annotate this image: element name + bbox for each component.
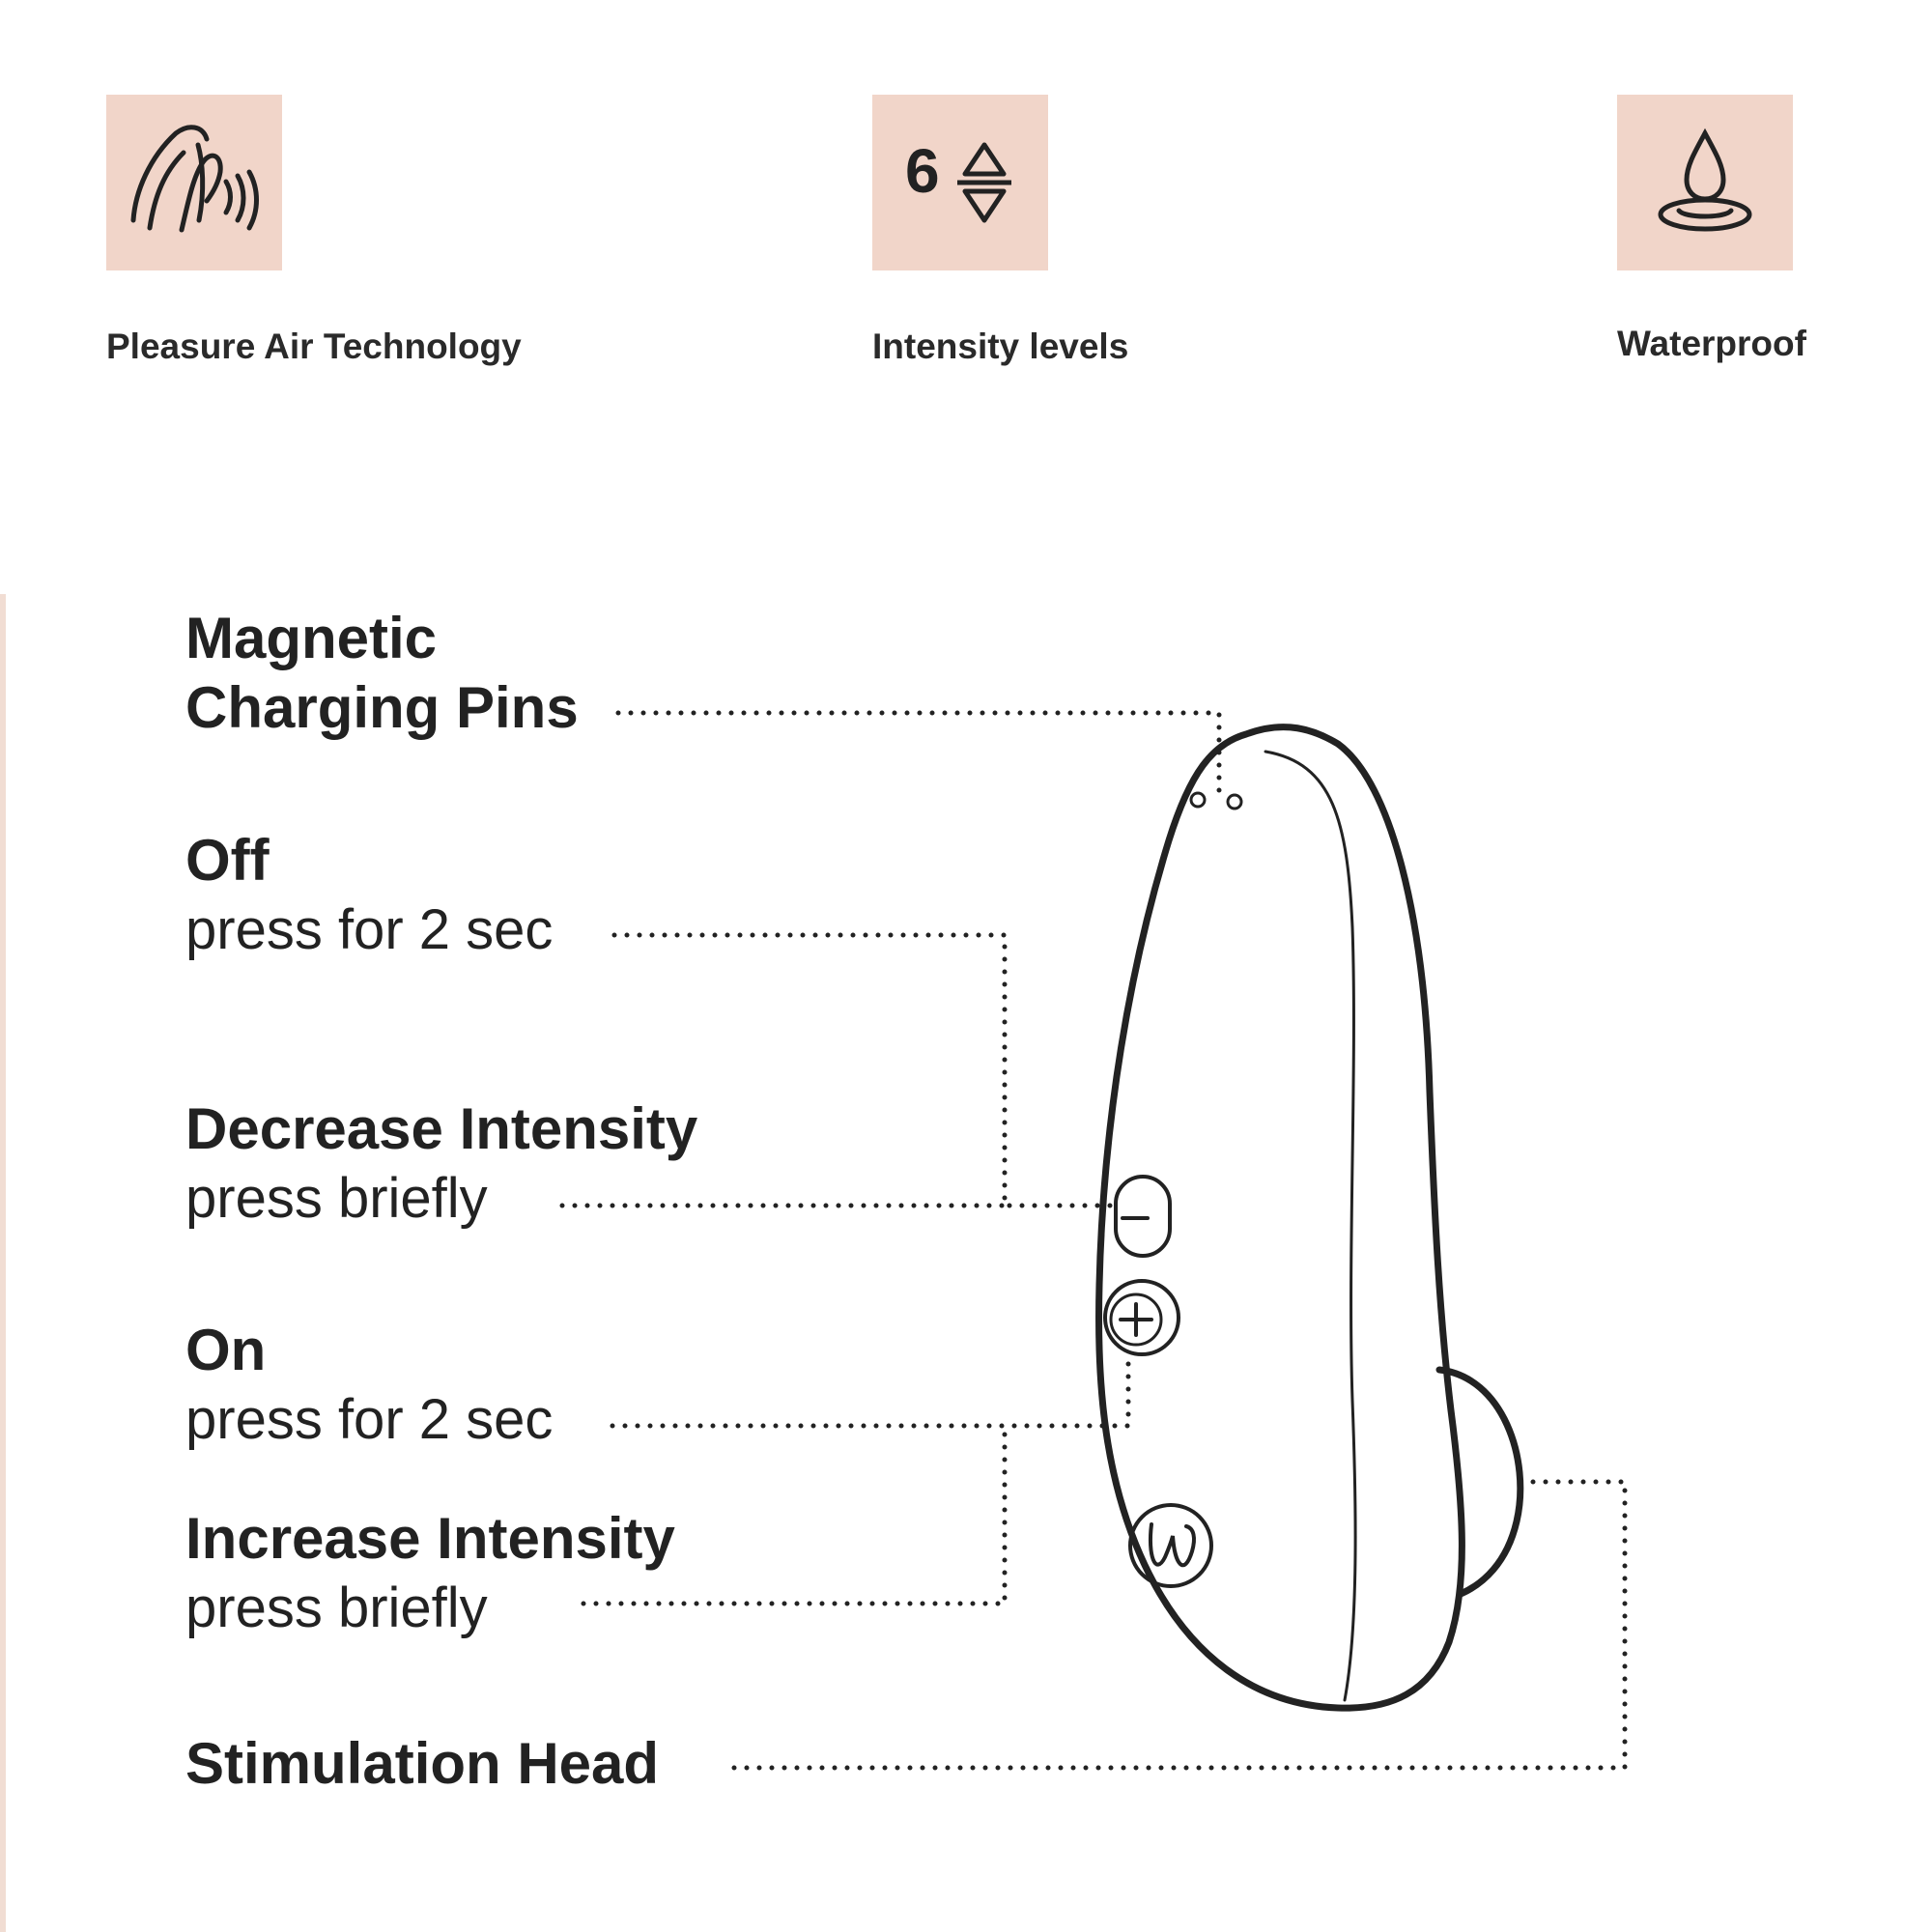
callout-off — [185, 826, 553, 965]
callout-sub: press briefly — [185, 1577, 488, 1639]
callout-sub: press for 2 sec — [185, 898, 554, 961]
leader-charging — [618, 713, 1219, 794]
charging-pin-icon — [1191, 793, 1205, 807]
callout-title: Charging Pins — [185, 675, 579, 740]
callout-title: Decrease Intensity — [185, 1096, 698, 1161]
device-seam — [1265, 752, 1355, 1700]
callout-decrease — [185, 1094, 697, 1234]
callout-sub: press for 2 sec — [185, 1388, 554, 1451]
callout-stimulation-head — [185, 1729, 659, 1799]
leader-on — [612, 1352, 1128, 1426]
callout-title: Magnetic — [185, 606, 438, 670]
callout-on — [185, 1316, 553, 1455]
callout-charging-pins — [185, 604, 579, 743]
callout-title: Increase Intensity — [185, 1506, 675, 1571]
intensity-count: 6 — [905, 136, 940, 206]
callout-sub: press briefly — [185, 1167, 488, 1230]
feature-label: Intensity levels — [872, 327, 1129, 366]
callout-title: On — [185, 1318, 267, 1382]
callout-title: Off — [185, 828, 270, 893]
feature-label: Pleasure Air Technology — [106, 327, 522, 366]
callout-increase — [185, 1504, 675, 1643]
charging-pin-icon — [1228, 795, 1241, 809]
feature-label: Waterproof — [1617, 324, 1806, 363]
callout-title: Stimulation Head — [185, 1731, 660, 1796]
